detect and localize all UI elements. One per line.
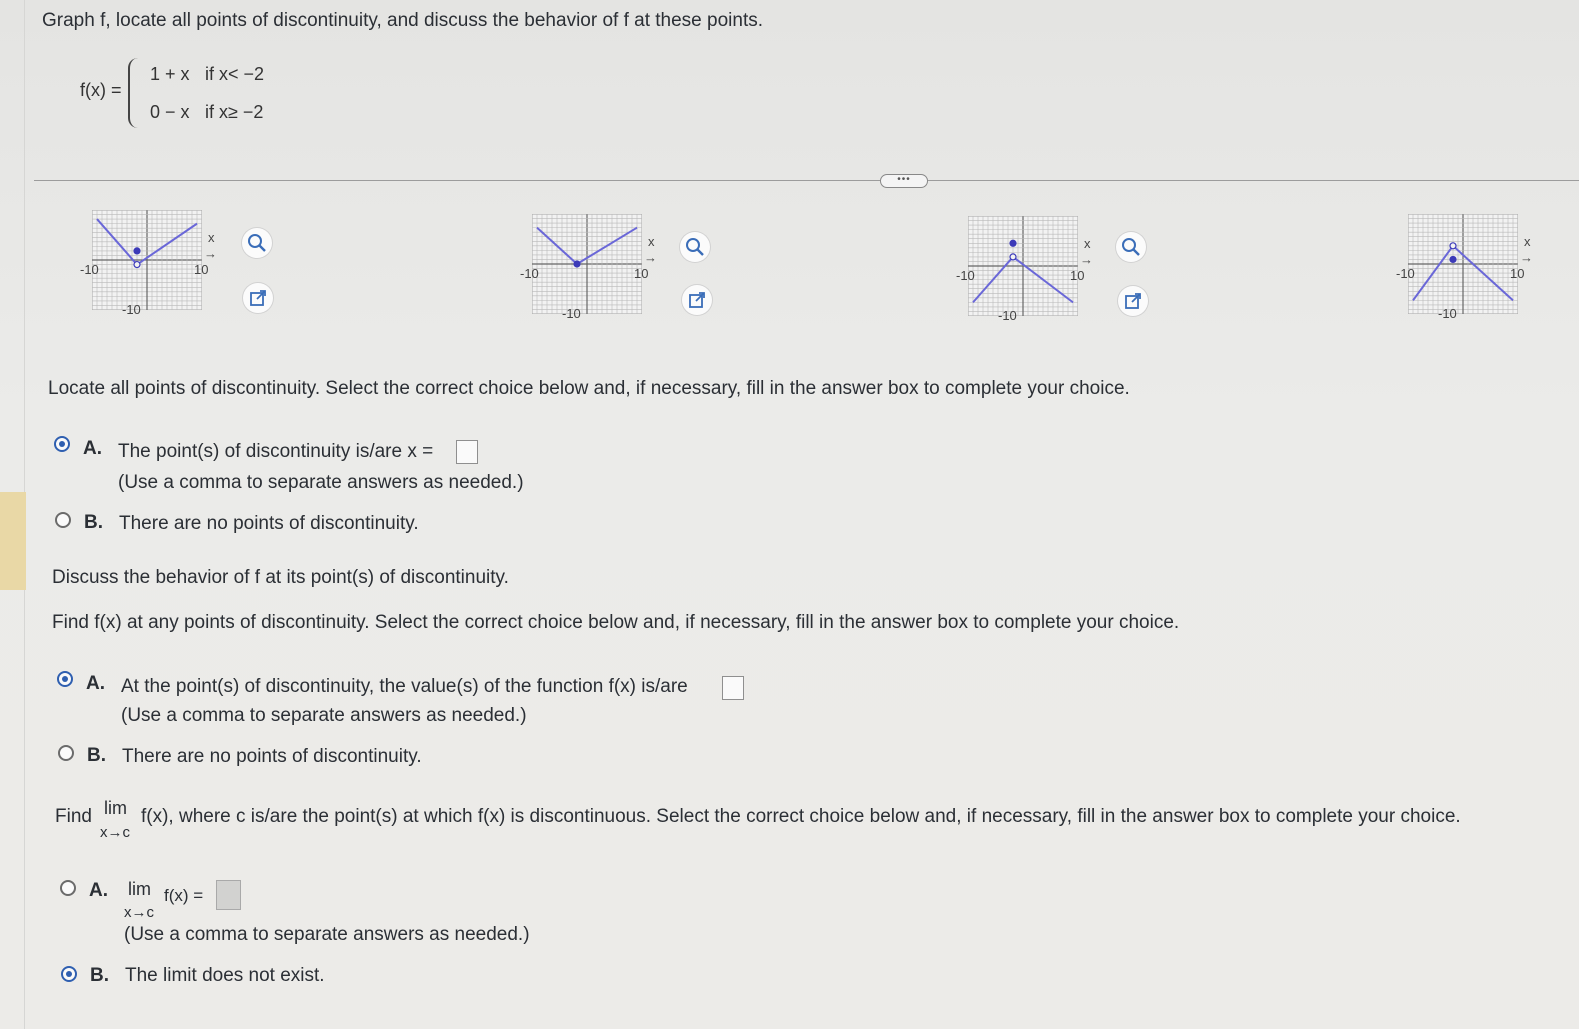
piece2-expression: 0 − x [150,102,190,122]
graph-2-min-label: -10 [520,266,539,281]
q2-option-a-text: At the point(s) of discontinuity, the value(s) of the function f(x) is/are [121,676,688,697]
q1-option-b-letter: B. [84,512,103,533]
zoom-icon[interactable] [242,228,272,258]
zoom-icon[interactable] [680,232,710,262]
graph-4-x-label: x [1524,234,1531,249]
graph-2-point-1 [574,261,580,267]
q3-option-b-radio[interactable] [61,966,77,982]
graph-1-max-label: 10 [194,262,209,277]
section-divider [34,180,1579,181]
q3-option-b-letter: B. [90,965,109,986]
q1-option-a-note: (Use a comma to separate answers as needed.) [118,472,524,493]
q1-option-a-letter: A. [83,438,102,459]
graph-3-max-label: 10 [1070,268,1085,283]
q2-option-b-letter: B. [87,745,106,766]
piece1-expression: 1 + x [150,64,190,84]
graph-option-3-plot [968,216,1078,316]
discuss-heading: Discuss the behavior of f at its point(s) of discontinuity. [52,567,509,588]
open-external-icon[interactable] [243,283,273,313]
q3-option-a-letter: A. [89,880,108,901]
graph-1-x-label: x [208,230,215,245]
q3-lim: lim [104,798,127,818]
q2-option-b-radio[interactable] [58,745,74,761]
graph-2-max-label: 10 [634,266,649,281]
graph-1-axis-arrow-icon: → [204,246,217,261]
graph-1-ymin-label: -10 [122,302,141,317]
q1-option-a-radio[interactable] [54,436,70,452]
q3-find-word: Find [55,806,92,827]
piece1-condition: if x< −2 [205,64,265,84]
q2-option-a-note: (Use a comma to separate answers as needed.) [121,705,527,726]
q2-instruction: Find f(x) at any points of discontinuity. Select the correct choice below and, if necessary, fill in the answer box to complete your choice. [52,612,1180,633]
q2-option-a-letter: A. [86,673,105,694]
q1-option-b-text: There are no points of discontinuity. [119,513,419,534]
graph-2-ymin-label: -10 [562,306,581,321]
q1-answer-box[interactable] [456,440,478,464]
graph-3-axis-arrow-icon: → [1080,252,1093,267]
graph-3-x-label: x [1084,236,1091,251]
q1-option-a-text: The point(s) of discontinuity is/are x = [118,441,434,462]
q3-option-b-text: The limit does not exist. [125,965,325,986]
question-prompt: Graph f, locate all points of discontinuity, and discuss the behavior of f at these points. [42,10,764,31]
graph-option-3[interactable] [968,216,1078,316]
graph-option-4[interactable] [1408,214,1518,314]
open-external-icon[interactable] [1118,286,1148,316]
graph-3-min-label: -10 [956,268,975,283]
q2-option-b-text: There are no points of discontinuity. [122,746,422,767]
q3-instruction: f(x), where c is/are the point(s) at which f(x) is discontinuous. Select the correct choice below and, if necessary, fill in the answer box to complete your choice. [141,806,1461,827]
q3-option-a-note: (Use a comma to separate answers as needed.) [124,924,530,945]
graph-4-point-1 [1450,256,1456,262]
graph-4-min-label: -10 [1396,266,1415,281]
graph-1-point-2 [134,248,140,254]
q3-option-a-subscript: x→c [124,904,154,921]
graph-1-point-1 [134,262,140,268]
piece2-condition: if x≥ −2 [205,102,264,122]
zoom-icon[interactable] [1116,232,1146,262]
graph-4-point-2 [1450,243,1456,249]
graph-3-point-2 [1010,254,1016,260]
open-external-icon[interactable] [682,285,712,315]
graph-option-2-plot [532,214,642,314]
graph-option-1-plot [92,210,202,310]
graph-option-2[interactable] [532,214,642,314]
piecewise-brace [128,58,144,128]
graph-2-x-label: x [648,234,655,249]
graph-2-axis-arrow-icon: → [644,250,657,265]
q3-lim-subscript: x→c [100,824,130,841]
q2-answer-box[interactable] [722,676,744,700]
left-highlight-strip [0,492,26,590]
graph-3-ymin-label: -10 [998,308,1017,323]
q3-answer-box[interactable] [216,880,241,910]
q2-option-a-radio[interactable] [57,671,73,687]
q3-option-a-radio[interactable] [60,880,76,896]
graph-4-max-label: 10 [1510,266,1525,281]
more-button[interactable]: ••• [880,174,928,188]
function-label: f(x) = [80,80,122,100]
q1-instruction: Locate all points of discontinuity. Select the correct choice below and, if necessary, fill in the answer box to complete your choice. [48,378,1130,399]
q3-option-a-fx: f(x) = [164,886,204,905]
q3-option-a-lim: lim [128,879,151,899]
graph-option-4-plot [1408,214,1518,314]
q1-option-b-radio[interactable] [55,512,71,528]
graph-3-point-1 [1010,240,1016,246]
graph-option-1[interactable] [92,210,202,310]
graph-4-ymin-label: -10 [1438,306,1457,321]
graph-4-axis-arrow-icon: → [1520,250,1533,265]
graph-1-min-label: -10 [80,262,99,277]
